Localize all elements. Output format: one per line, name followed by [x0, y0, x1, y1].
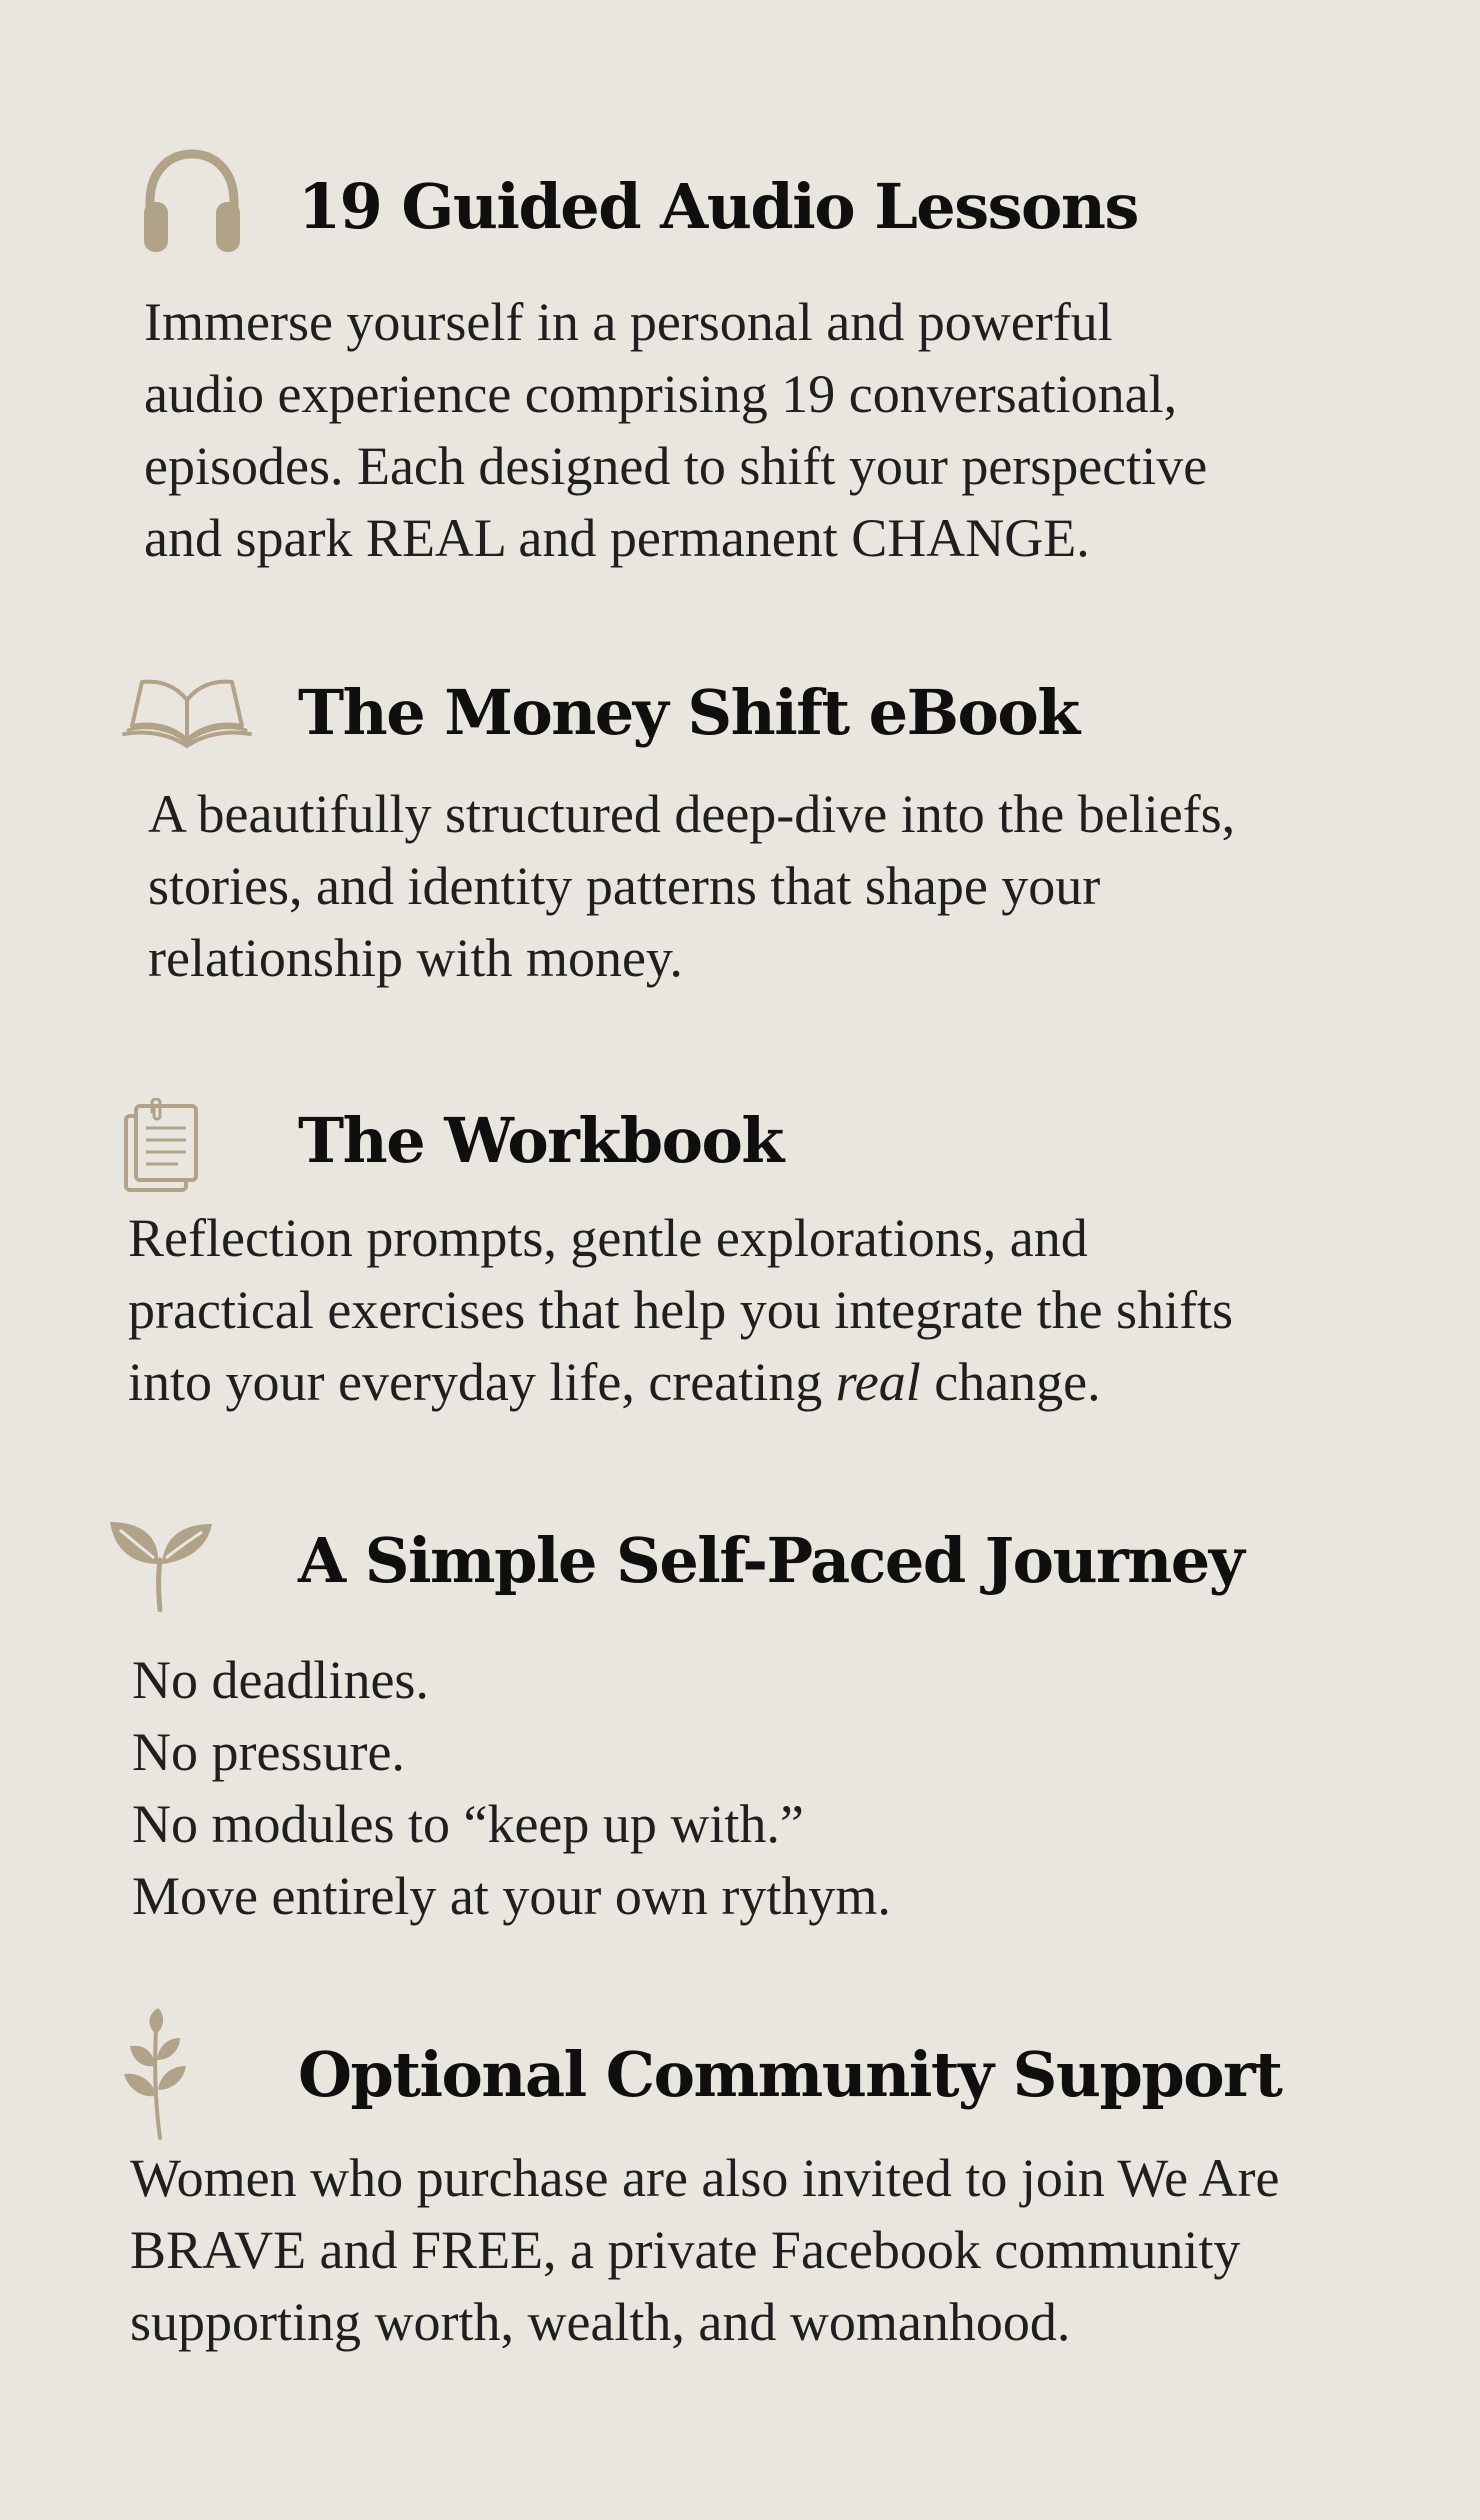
- description-text: change.: [920, 1352, 1101, 1412]
- section-title: The Workbook: [298, 1104, 783, 1177]
- section-description: [128, 1202, 1233, 1418]
- description-line: practical exercises that help you integrate the shifts: [128, 1280, 1234, 1340]
- section-title: A Simple Self-Paced Journey: [298, 1524, 1244, 1597]
- headphones-icon: [140, 146, 244, 256]
- description-line: No deadlines.: [132, 1650, 429, 1710]
- emphasis-text: real: [835, 1352, 921, 1412]
- sprout-icon: [108, 1518, 214, 1612]
- description-line: and spark REAL and permanent CHANGE.: [144, 508, 1090, 568]
- open-book-icon: [120, 676, 254, 750]
- description-line: Move entirely at your own rythym.: [132, 1866, 891, 1926]
- description-line: stories, and identity patterns that shape your: [148, 856, 1101, 916]
- description-line: A beautifully structured deep-dive into the beliefs,: [148, 784, 1236, 844]
- description-line: audio experience comprising 19 conversational,: [144, 364, 1178, 424]
- clipboard-notes-icon: [122, 1098, 202, 1194]
- description-line: relationship with money.: [148, 928, 683, 988]
- section-title: 19 Guided Audio Lessons: [298, 170, 1138, 243]
- description-line: Reflection prompts, gentle explorations, and: [128, 1208, 1088, 1268]
- description-line: BRAVE and FREE, a private Facebook community: [130, 2220, 1241, 2280]
- description-line: Women who purchase are also invited to join We Are: [130, 2148, 1280, 2208]
- description-line: Immerse yourself in a personal and powerful: [144, 292, 1113, 352]
- leaf-branch-icon: [118, 2008, 194, 2140]
- description-line: No modules to “keep up with.”: [132, 1794, 804, 1854]
- section-description: [144, 286, 1207, 574]
- description-line: episodes. Each designed to shift your perspective: [144, 436, 1208, 496]
- description-text: into your everyday life, creating: [128, 1352, 836, 1412]
- description-line: No pressure.: [132, 1722, 405, 1782]
- section-description: [148, 778, 1235, 994]
- section-description: [130, 2142, 1280, 2358]
- description-line: supporting worth, wealth, and womanhood.: [130, 2292, 1071, 2352]
- section-description: [132, 1644, 891, 1932]
- description-line: [128, 1346, 1233, 1418]
- section-title: The Money Shift eBook: [298, 676, 1079, 749]
- section-title: Optional Community Support: [298, 2038, 1282, 2111]
